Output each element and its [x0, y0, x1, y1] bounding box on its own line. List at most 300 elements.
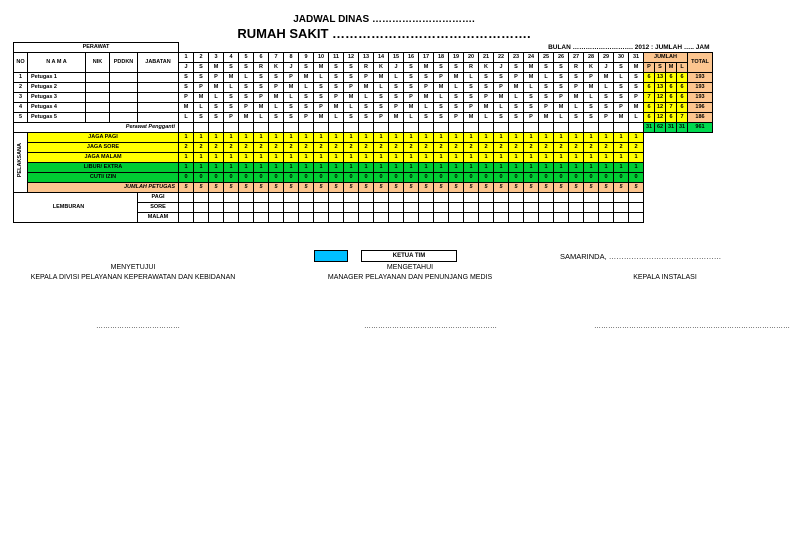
pelaksana-cell: 1	[389, 163, 404, 173]
pelaksana-cell: 1	[434, 133, 449, 143]
lemburan-shift: MALAM	[138, 213, 179, 223]
pelaksana-cell: 1	[539, 163, 554, 173]
pelaksana-cell: 1	[404, 133, 419, 143]
staff-nik	[86, 93, 110, 103]
pelaksana-cell: 0	[404, 173, 419, 183]
jumlah-sub-header: S	[655, 63, 666, 73]
lemburan-cell	[254, 193, 269, 203]
nik-header: NIK	[86, 53, 110, 73]
pelaksana-cell: 1	[494, 163, 509, 173]
shift-cell: P	[509, 73, 524, 83]
weekday-letter: S	[434, 63, 449, 73]
day-number: 16	[404, 53, 419, 63]
shift-cell: P	[389, 103, 404, 113]
pelaksana-cell: 1	[629, 153, 644, 163]
pelaksana-cell: 1	[524, 133, 539, 143]
pengganti-cell	[524, 123, 539, 133]
shift-cell: L	[524, 83, 539, 93]
pelaksana-cell: 1	[509, 153, 524, 163]
pelaksana-cell: 1	[209, 163, 224, 173]
shift-cell: L	[494, 103, 509, 113]
shift-cell: P	[419, 83, 434, 93]
shift-cell: S	[449, 103, 464, 113]
lemburan-cell	[239, 193, 254, 203]
shift-cell: L	[434, 93, 449, 103]
pengganti-cell	[464, 123, 479, 133]
pelaksana-cell: 1	[494, 153, 509, 163]
pelaksana-cell: 1	[569, 153, 584, 163]
shift-cell: S	[239, 93, 254, 103]
staff-total: 193	[688, 93, 713, 103]
shift-cell: S	[554, 83, 569, 93]
shift-cell: S	[344, 73, 359, 83]
pelaksana-cell: 1	[299, 163, 314, 173]
pelaksana-cell: 0	[209, 173, 224, 183]
staff-shift-total: 13	[655, 73, 666, 83]
shift-cell: P	[554, 93, 569, 103]
pelaksana-empty	[655, 183, 666, 193]
pelaksana-cell: 2	[224, 143, 239, 153]
shift-cell: S	[599, 103, 614, 113]
pengganti-cell	[329, 123, 344, 133]
pelaksana-cell: 1	[359, 153, 374, 163]
pelaksana-cell: 0	[524, 173, 539, 183]
lemburan-empty	[677, 193, 688, 203]
shift-cell: L	[614, 73, 629, 83]
pelaksana-cell: 1	[599, 163, 614, 173]
staff-shift-total: 12	[655, 103, 666, 113]
pelaksana-cell: 5	[479, 183, 494, 193]
lemburan-cell	[404, 193, 419, 203]
staff-pddkn	[110, 73, 138, 83]
pelaksana-cell: 1	[314, 153, 329, 163]
lemburan-cell	[389, 203, 404, 213]
pelaksana-cell: 0	[449, 173, 464, 183]
lemburan-cell	[374, 193, 389, 203]
weekday-letter: J	[494, 63, 509, 73]
lemburan-spacer2	[110, 193, 138, 223]
pelaksana-cell: 5	[299, 183, 314, 193]
pelaksana-cell: 2	[284, 143, 299, 153]
staff-jabatan	[138, 113, 179, 123]
shift-cell: P	[209, 73, 224, 83]
shift-cell: S	[554, 73, 569, 83]
pelaksana-empty	[644, 143, 655, 153]
lemburan-cell	[569, 193, 584, 203]
weekday-letter: R	[254, 63, 269, 73]
pengganti-cell	[224, 123, 239, 133]
shift-cell: M	[224, 73, 239, 83]
schedule-title: JADWAL DINAS ………………………….	[293, 14, 475, 25]
pelaksana-cell: 1	[299, 153, 314, 163]
pelaksana-cell: 5	[359, 183, 374, 193]
pelaksana-cell: 5	[374, 183, 389, 193]
pelaksana-cell: 1	[509, 133, 524, 143]
pelaksana-cell: 1	[329, 153, 344, 163]
weekday-letter: S	[509, 63, 524, 73]
lemburan-cell	[299, 203, 314, 213]
pelaksana-cell: 2	[569, 143, 584, 153]
pelaksana-cell: 1	[209, 153, 224, 163]
shift-cell: M	[404, 103, 419, 113]
lemburan-cell	[539, 203, 554, 213]
pelaksana-cell: 1	[449, 163, 464, 173]
pelaksana-cell: 0	[614, 173, 629, 183]
staff-row	[14, 103, 713, 113]
pengganti-cell	[374, 123, 389, 133]
pelaksana-cell: 1	[254, 163, 269, 173]
lemburan-cell	[209, 213, 224, 223]
shift-cell: M	[554, 103, 569, 113]
shift-cell: L	[209, 93, 224, 103]
shift-cell: S	[509, 103, 524, 113]
pelaksana-cell: 1	[494, 133, 509, 143]
lemburan-empty	[655, 203, 666, 213]
pelaksana-cell: 1	[479, 153, 494, 163]
pelaksana-empty	[688, 183, 713, 193]
pelaksana-empty	[677, 143, 688, 153]
pelaksana-cell: 2	[269, 143, 284, 153]
shift-cell: M	[239, 113, 254, 123]
shift-cell: M	[464, 113, 479, 123]
staff-nik	[86, 103, 110, 113]
weekday-letter: M	[629, 63, 644, 73]
shift-cell: S	[194, 113, 209, 123]
pelaksana-cell: 1	[629, 163, 644, 173]
pelaksana-cell: 5	[449, 183, 464, 193]
lemburan-empty	[644, 203, 655, 213]
pelaksana-cell: 5	[554, 183, 569, 193]
lemburan-cell	[344, 213, 359, 223]
shift-cell: M	[584, 83, 599, 93]
pelaksana-cell: 2	[494, 143, 509, 153]
pelaksana-cell: 0	[629, 173, 644, 183]
shift-cell: S	[539, 83, 554, 93]
shift-cell: S	[284, 103, 299, 113]
shift-cell: S	[599, 93, 614, 103]
mengetahui-label: MENGETAHUI	[386, 264, 434, 271]
shift-cell: S	[239, 83, 254, 93]
pelaksana-cell: 1	[479, 133, 494, 143]
pelaksana-cell: 5	[599, 183, 614, 193]
pelaksana-cell: 1	[479, 163, 494, 173]
pelaksana-cell: 1	[404, 163, 419, 173]
pelaksana-cell: 5	[629, 183, 644, 193]
pelaksana-cell: 2	[254, 143, 269, 153]
pelaksana-cell: 5	[419, 183, 434, 193]
pelaksana-cell: 1	[359, 163, 374, 173]
perawat-header: PERAWAT	[14, 43, 179, 53]
pelaksana-cell: 1	[614, 163, 629, 173]
staff-nik	[86, 113, 110, 123]
shift-cell: P	[404, 93, 419, 103]
pelaksana-cell: 2	[599, 143, 614, 153]
shift-cell: L	[194, 103, 209, 113]
shift-cell: M	[509, 83, 524, 93]
staff-name: Petugas 5	[28, 113, 86, 123]
staff-name: Petugas 2	[28, 83, 86, 93]
pelaksana-cell: 5	[494, 183, 509, 193]
lemburan-row	[14, 193, 713, 203]
lemburan-cell	[509, 193, 524, 203]
lemburan-cell	[344, 203, 359, 213]
lemburan-cell	[434, 193, 449, 203]
pengganti-cell	[554, 123, 569, 133]
pelaksana-cell: 5	[569, 183, 584, 193]
lemburan-cell	[569, 213, 584, 223]
shift-cell: S	[299, 103, 314, 113]
pengganti-cell	[419, 123, 434, 133]
lemburan-cell	[494, 213, 509, 223]
pelaksana-empty	[644, 173, 655, 183]
staff-pddkn	[110, 103, 138, 113]
pengganti-cell	[389, 123, 404, 133]
staff-nik	[86, 73, 110, 83]
pengganti-cell	[509, 123, 524, 133]
shift-cell: S	[179, 83, 194, 93]
lemburan-empty	[666, 213, 677, 223]
lemburan-cell	[554, 193, 569, 203]
pelaksana-cell: 0	[539, 173, 554, 183]
pelaksana-empty	[677, 173, 688, 183]
shift-cell: S	[284, 113, 299, 123]
lemburan-cell	[539, 213, 554, 223]
day-number: 14	[374, 53, 389, 63]
staff-name: Petugas 1	[28, 73, 86, 83]
shift-cell: P	[284, 73, 299, 83]
pelaksana-cell: 5	[269, 183, 284, 193]
lemburan-cell	[494, 203, 509, 213]
lemburan-cell	[179, 213, 194, 223]
shift-cell: S	[269, 113, 284, 123]
pengganti-total: 62	[655, 123, 666, 133]
shift-cell: L	[404, 113, 419, 123]
pelaksana-empty	[677, 133, 688, 143]
pelaksana-cell: 2	[314, 143, 329, 153]
shift-cell: P	[224, 113, 239, 123]
pelaksana-cell: 0	[329, 173, 344, 183]
shift-cell: S	[539, 93, 554, 103]
lemburan-empty	[688, 203, 713, 213]
shift-cell: M	[269, 93, 284, 103]
day-number: 4	[224, 53, 239, 63]
pelaksana-cell: 2	[344, 143, 359, 153]
lemburan-cell	[374, 213, 389, 223]
total-header: TOTAL	[688, 53, 713, 73]
lemburan-cell	[389, 193, 404, 203]
pelaksana-cell: 0	[494, 173, 509, 183]
staff-total: 193	[688, 83, 713, 93]
pelaksana-row	[14, 153, 713, 163]
lemburan-cell	[404, 213, 419, 223]
pelaksana-cell: 5	[239, 183, 254, 193]
pelaksana-cell: 1	[554, 163, 569, 173]
pelaksana-cell: 1	[284, 133, 299, 143]
pelaksana-cell: 5	[539, 183, 554, 193]
shift-cell: L	[359, 93, 374, 103]
pengganti-row	[14, 123, 713, 133]
lemburan-cell	[359, 193, 374, 203]
pelaksana-cell: 1	[209, 133, 224, 143]
weekday-letter: S	[194, 63, 209, 73]
shift-cell: L	[479, 113, 494, 123]
staff-pddkn	[110, 113, 138, 123]
pelaksana-cell: 1	[374, 153, 389, 163]
right-signer-title: KEPALA INSTALASI	[633, 274, 697, 281]
staff-name: Petugas 3	[28, 93, 86, 103]
pelaksana-row-label: CUTI/ IZIN	[28, 173, 179, 183]
lemburan-empty	[655, 193, 666, 203]
pelaksana-empty	[677, 183, 688, 193]
pelaksana-cell: 1	[179, 163, 194, 173]
shift-cell: P	[569, 83, 584, 93]
pelaksana-cell: 1	[539, 153, 554, 163]
pelaksana-cell: 0	[509, 173, 524, 183]
shift-cell: S	[299, 93, 314, 103]
pengganti-cell	[569, 123, 584, 133]
lemburan-cell	[314, 213, 329, 223]
weekday-letter: R	[569, 63, 584, 73]
pelaksana-empty	[688, 133, 713, 143]
no-header: NO	[14, 53, 28, 73]
lemburan-cell	[509, 203, 524, 213]
shift-cell: P	[464, 103, 479, 113]
lemburan-cell	[419, 213, 434, 223]
pelaksana-cell: 2	[584, 143, 599, 153]
pelaksana-cell: 1	[569, 163, 584, 173]
lemburan-cell	[434, 213, 449, 223]
pelaksana-cell: 1	[224, 163, 239, 173]
weekday-letter: J	[389, 63, 404, 73]
lemburan-shift: PAGI	[138, 193, 179, 203]
shift-cell: L	[584, 93, 599, 103]
shift-cell: P	[344, 83, 359, 93]
shift-cell: S	[569, 113, 584, 123]
pelaksana-cell: 1	[449, 153, 464, 163]
pelaksana-cell: 1	[554, 133, 569, 143]
lemburan-empty	[644, 213, 655, 223]
pelaksana-cell: 2	[449, 143, 464, 153]
pengganti-cell	[179, 123, 194, 133]
day-number: 28	[584, 53, 599, 63]
pelaksana-cell: 5	[284, 183, 299, 193]
pelaksana-cell: 2	[509, 143, 524, 153]
lemburan-cell	[554, 213, 569, 223]
shift-cell: L	[299, 83, 314, 93]
shift-cell: M	[599, 73, 614, 83]
lemburan-cell	[584, 213, 599, 223]
staff-name: Petugas 4	[28, 103, 86, 113]
pelaksana-cell: 5	[524, 183, 539, 193]
pelaksana-cell: 0	[359, 173, 374, 183]
shift-cell: M	[434, 83, 449, 93]
pelaksana-cell: 5	[614, 183, 629, 193]
pelaksana-row	[14, 183, 713, 193]
pelaksana-cell: 2	[479, 143, 494, 153]
pelaksana-cell: 1	[284, 163, 299, 173]
lemburan-label: LEMBURAN	[28, 193, 110, 223]
shift-cell: L	[569, 103, 584, 113]
weekday-letter: K	[479, 63, 494, 73]
lemburan-cell	[344, 193, 359, 203]
lemburan-cell	[599, 213, 614, 223]
pelaksana-empty	[655, 153, 666, 163]
shift-cell: L	[254, 113, 269, 123]
day-number: 27	[569, 53, 584, 63]
pelaksana-cell: 0	[194, 173, 209, 183]
lemburan-cell	[179, 193, 194, 203]
schedule-table	[13, 42, 713, 223]
day-number: 13	[359, 53, 374, 63]
staff-shift-total: 6	[666, 93, 677, 103]
pengganti-cell	[404, 123, 419, 133]
pelaksana-cell: 1	[539, 133, 554, 143]
pengganti-cell	[269, 123, 284, 133]
lemburan-cell	[464, 203, 479, 213]
pelaksana-cell: 2	[299, 143, 314, 153]
lemburan-cell	[449, 213, 464, 223]
lemburan-cell	[269, 213, 284, 223]
staff-row	[14, 73, 713, 83]
day-number: 21	[479, 53, 494, 63]
pelaksana-empty	[666, 163, 677, 173]
pelaksana-row-label: JAGA PAGI	[28, 133, 179, 143]
staff-shift-total: 6	[677, 103, 688, 113]
lemburan-cell	[524, 213, 539, 223]
lemburan-cell	[374, 203, 389, 213]
pengganti-cell	[194, 123, 209, 133]
shift-cell: P	[299, 113, 314, 123]
lemburan-cell	[599, 203, 614, 213]
lemburan-cell	[419, 203, 434, 213]
weekday-letter: R	[359, 63, 374, 73]
lemburan-cell	[314, 203, 329, 213]
staff-shift-total: 6	[677, 93, 688, 103]
pelaksana-cell: 1	[374, 163, 389, 173]
shift-cell: L	[239, 73, 254, 83]
shift-cell: L	[419, 103, 434, 113]
lemburan-cell	[584, 193, 599, 203]
shift-cell: P	[239, 103, 254, 113]
pelaksana-cell: 0	[569, 173, 584, 183]
pelaksana-label	[14, 133, 28, 193]
lemburan-cell	[239, 213, 254, 223]
day-number: 10	[314, 53, 329, 63]
staff-shift-total: 7	[644, 93, 655, 103]
pelaksana-cell: 0	[374, 173, 389, 183]
lemburan-empty	[666, 193, 677, 203]
lemburan-cell	[254, 213, 269, 223]
staff-jabatan	[138, 103, 179, 113]
day-number: 8	[284, 53, 299, 63]
shift-cell: S	[524, 103, 539, 113]
pelaksana-cell: 1	[239, 133, 254, 143]
pelaksana-cell: 5	[389, 183, 404, 193]
lemburan-cell	[359, 213, 374, 223]
lemburan-cell	[194, 203, 209, 213]
weekday-letter: S	[554, 63, 569, 73]
staff-jabatan	[138, 93, 179, 103]
day-number: 22	[494, 53, 509, 63]
shift-cell: S	[629, 73, 644, 83]
pelaksana-cell: 5	[509, 183, 524, 193]
jumlah-sub-header: L	[677, 63, 688, 73]
shift-cell: S	[194, 73, 209, 83]
shift-cell: L	[464, 73, 479, 83]
pelaksana-cell: 0	[479, 173, 494, 183]
pelaksana-empty	[688, 153, 713, 163]
shift-cell: L	[539, 73, 554, 83]
